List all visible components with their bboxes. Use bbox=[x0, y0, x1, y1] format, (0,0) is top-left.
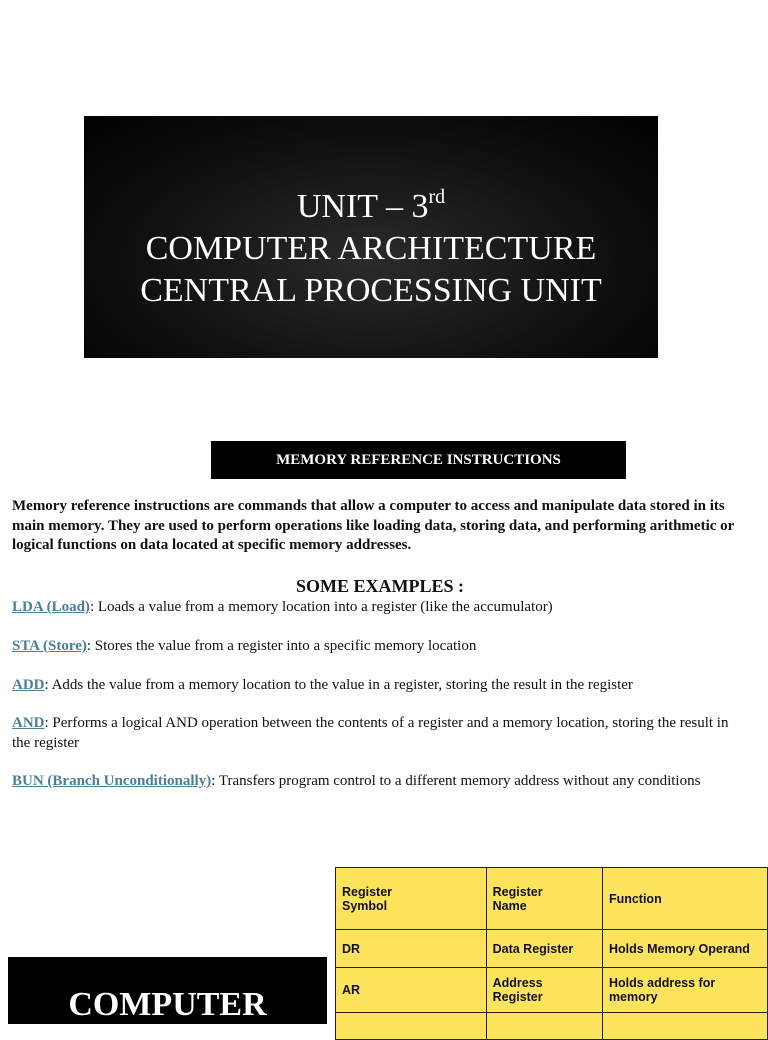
table-cell: Data Register bbox=[486, 930, 602, 968]
title-subject: COMPUTER ARCHITECTURE bbox=[145, 230, 597, 267]
example-bun bbox=[12, 771, 742, 791]
intro-paragraph: Memory reference instructions are commands that allow a computer to access and manipulate data stored in its main memory. They are used to perform operations like loading data, storing data, and performing arithmetic or logical functions on data located at specific memory addresses. bbox=[12, 498, 735, 553]
next-slide-title-text: COMPUTER bbox=[68, 986, 267, 1023]
example-and bbox=[12, 713, 742, 753]
table-cell: Holds Memory Operand bbox=[602, 930, 767, 968]
example-term-link[interactable]: STA (Store) bbox=[12, 638, 87, 654]
example-lda bbox=[12, 597, 742, 617]
table-cell: AR bbox=[336, 968, 487, 1013]
example-sta bbox=[12, 636, 742, 656]
title-slide bbox=[84, 116, 658, 358]
example-desc: : Transfers program control to a different memory address without any conditions bbox=[211, 773, 701, 789]
table-row bbox=[336, 1013, 768, 1040]
example-term-link[interactable]: ADD bbox=[12, 677, 45, 693]
example-add bbox=[12, 675, 742, 695]
example-desc: : Loads a value from a memory location into a register (like the accumulator) bbox=[89, 599, 553, 615]
register-table bbox=[335, 867, 768, 1040]
table-header-cell: Register Symbol bbox=[336, 868, 487, 930]
table-row bbox=[336, 968, 768, 1013]
table-header-row bbox=[336, 868, 768, 930]
example-desc: : Stores the value from a register into a specific memory location bbox=[86, 638, 477, 654]
example-term-link[interactable]: AND bbox=[12, 715, 45, 731]
examples-title: SOME EXAMPLES : bbox=[295, 576, 464, 596]
example-desc: : Performs a logical AND operation between the contents of a register and a memory location, storing the result in the register bbox=[12, 715, 729, 751]
title-unit: UNIT – 3rd bbox=[296, 186, 446, 225]
example-term-link[interactable]: BUN (Branch Unconditionally) bbox=[12, 773, 212, 789]
table-header-cell: Function bbox=[602, 868, 767, 930]
example-term-link[interactable]: LDA (Load) bbox=[12, 599, 90, 615]
section-heading: MEMORY REFERENCE INSTRUCTIONS bbox=[211, 441, 626, 479]
table-cell bbox=[336, 1013, 487, 1040]
table-cell: DR bbox=[336, 930, 487, 968]
example-desc: : Adds the value from a memory location to the value in a register, storing the result in the register bbox=[44, 677, 633, 693]
title-topic: CENTRAL PROCESSING UNIT bbox=[140, 272, 602, 309]
table-cell: Holds address for memory bbox=[602, 968, 767, 1013]
table-cell bbox=[602, 1013, 767, 1040]
table-cell bbox=[486, 1013, 602, 1040]
table-cell: Address Register bbox=[486, 968, 602, 1013]
table-header-cell: Register Name bbox=[486, 868, 602, 930]
table-row bbox=[336, 930, 768, 968]
next-slide-title bbox=[8, 957, 327, 1024]
